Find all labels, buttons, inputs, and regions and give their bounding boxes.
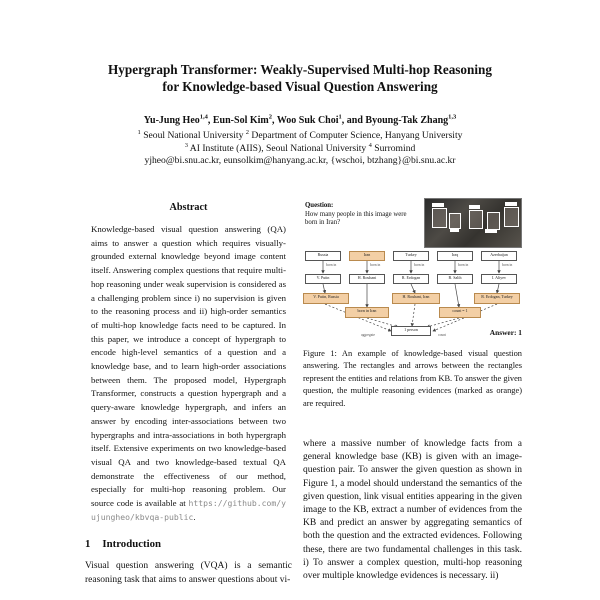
graph-node-evidence: count = 1	[439, 307, 481, 318]
face-box	[469, 210, 483, 229]
abstract-heading: Abstract	[169, 202, 208, 213]
affiliation-line2: $^3$ AI Institute (AIIS), Seoul National University $^4$ Surromind	[184, 142, 416, 155]
graph-node: V. Putin	[305, 274, 341, 284]
face-label-chip	[450, 228, 459, 232]
figure-1	[303, 198, 522, 343]
graph-node-evidence: R. Erdogan, Turkey	[474, 293, 520, 304]
graph-node: R. Erdogan	[393, 274, 429, 284]
author-line	[60, 114, 540, 126]
author: Woo Suk Choi$^1$, and	[276, 114, 366, 127]
graph-node: Russia	[305, 251, 341, 261]
section-heading-introduction: 1 Introduction	[85, 538, 162, 551]
face-label-chip	[485, 229, 497, 233]
graph-edge-label: born in	[458, 263, 469, 267]
question-label: Question:	[305, 202, 334, 209]
graph-node: H. Rouhani	[349, 274, 385, 284]
author: Yu-Jung Heo$^{1,4}$,	[143, 114, 213, 127]
graph-edge-label: born in	[370, 263, 381, 267]
graph-node: Azerbaijan	[481, 251, 517, 261]
paper-title	[60, 62, 540, 95]
face-label-chip	[469, 205, 480, 209]
author-emails: yjheo@bi.snu.ac.kr, eunsolkim@hanyang.ac.kr, {wschoi, btzhang}@bi.snu.ac.kr	[144, 155, 456, 166]
graph-edge-label: count	[438, 333, 446, 337]
abstract-body: Knowledge-based visual question answering (QA) aims to answer a question which requires visually-grounded external knowledge beyond image content itself. Answering complex questions that require multi-hop reasoning under weak supervision is considered as a challenging problem since i) no supervision is given to the reasoning process and ii) high-order semantics of multi-hop knowledge facts need to be captured. In this paper, we introduce a concept of hypergraph to encode high-level semantics of a question and a knowledge base, and to learn high-order associations between them. The proposed model, Hypergraph Transformer, constructs a question hypergraph and a query-aware knowledge hypergraph, and infers an answer by encoding inter-associations between two hypergraphs and intra-associations in both hypergraph itself. Extensive experiments on two knowledge-based visual QA and two knowledge-based textual QA demonstrate the effectiveness of our method, especially for multi-hop reasoning problem. Our source code is available at https://github.com/yujungheo/kbvqa-public.	[91, 224, 286, 522]
figure-knowledge-graph	[303, 250, 522, 343]
figure-1-caption: Figure 1: An example of knowledge-based visual question answering. The rectangles and arrows between the rectangles represent the entities and relations from KB. To answer the given question, the multiple reasoning evidences (marked as orange) are required.	[303, 349, 522, 408]
face-label-chip	[432, 203, 444, 207]
graph-edge-label: born in	[502, 263, 513, 267]
face-box	[432, 208, 447, 228]
introduction-text: Visual question answering (VQA) is a semantic reasoning task that aims to answer questions about vi-	[85, 561, 292, 585]
face-label-chip	[505, 202, 517, 206]
graph-node-evidence: V. Putin, Russia	[303, 293, 349, 304]
source-code-link[interactable]: https://github.com/yujungheo/kbvqa-public	[91, 498, 286, 522]
graph-node: I. Aliyev	[481, 274, 517, 284]
graph-edge-label: aggregate	[361, 333, 375, 337]
author: Eun-Sol Kim$^2$,	[212, 114, 277, 127]
figure-photo	[424, 198, 522, 248]
author: Byoung-Tak Zhang$^{1,3}$	[365, 114, 457, 127]
graph-edge-label: born in	[326, 263, 337, 267]
graph-edge-label: born in	[414, 263, 425, 267]
figure-answer-text: Answer: 1	[489, 328, 522, 337]
right-column	[303, 198, 522, 343]
graph-node-answer: 1 person	[391, 326, 431, 336]
graph-node-evidence: H. Rouhani, Iran	[392, 293, 440, 304]
paper-title-line1: Hypergraph Transformer: Weakly-Supervised Multi-hop Reasoning	[108, 62, 492, 77]
graph-node: Iraq	[437, 251, 473, 261]
figure-question	[305, 202, 420, 228]
question-text: How many people in this image were born in Iran?	[305, 210, 407, 227]
graph-node-evidence: born in Iran	[345, 307, 389, 318]
face-box	[504, 207, 519, 227]
graph-node: B. Salih	[437, 274, 473, 284]
face-box	[449, 213, 461, 229]
left-column	[85, 202, 292, 587]
body-paragraph: where a massive number of knowledge facts from a general knowledge base (KB) is given with an image-question pair. To answer the given question as shown in Figure 1, a model should understand the semantics of the given question, link visual entities appearing in the given image to the KB, extract a number of evidences from the KB and predict an answer by aggregating semantics of both the question and the extracted evidences. Following these, there are two fundamental challenges in this task. i) To answer a complex question, multi-hop reasoning over multiple knowledge evidences is necessary. ii)	[303, 439, 522, 582]
graph-node: Turkey	[393, 251, 429, 261]
graph-node-evidence: Iran	[349, 251, 385, 261]
face-box	[487, 212, 500, 230]
paper-title-line2: for Knowledge-based Visual Question Answering	[162, 78, 438, 94]
affiliation-line1: $^1$ Seoul National University $^2$ Department of Computer Science, Hanyang University	[137, 129, 463, 142]
